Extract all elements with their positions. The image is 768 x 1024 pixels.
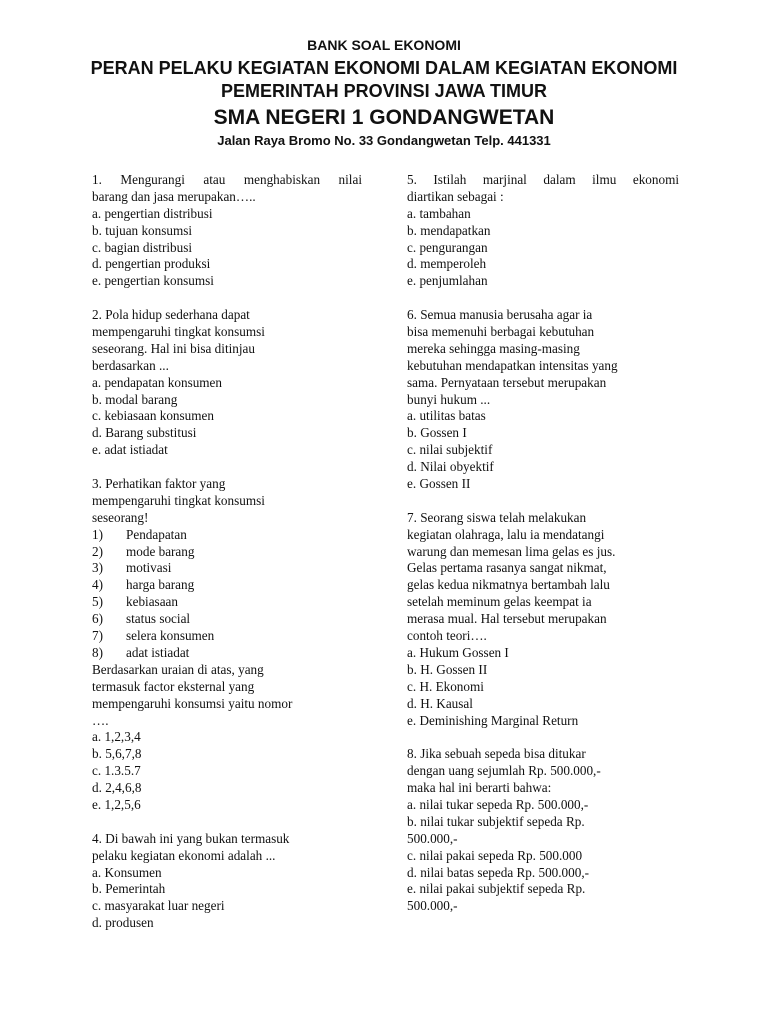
factor-text: selera konsumen — [126, 628, 215, 644]
factor-number: 5) — [92, 594, 103, 610]
answer-option: b. mendapatkan — [407, 222, 491, 238]
question-text-line: 7. Seorang siswa telah melakukan — [407, 509, 587, 525]
answer-option: a. pendapatan konsumen — [92, 374, 223, 390]
question-text-line: 3. Perhatikan faktor yang — [92, 476, 226, 492]
question-text-line: kebutuhan mendapatkan intensitas yang — [407, 357, 618, 373]
answer-option: c. kebiasaan konsumen — [92, 408, 214, 424]
answer-option: d. Barang substitusi — [92, 425, 197, 441]
factor-item — [92, 594, 362, 611]
question-text-line: gelas kedua nikmatnya bertambah lalu — [407, 577, 610, 593]
answer-option: c. bagian distribusi — [92, 239, 192, 255]
question-text-line: setelah meminum gelas keempat ia — [407, 594, 592, 610]
question-text-line: 5. Istilah marjinal dalam ilmu ekonomi — [407, 172, 679, 187]
question-text-line: bisa memenuhi berbagai kebutuhan — [407, 324, 595, 340]
answer-option: a. tambahan — [407, 205, 471, 221]
question-5 — [407, 172, 679, 290]
factor-item — [92, 527, 362, 544]
question-4 — [92, 831, 362, 932]
answer-option: b. nilai tukar subjektif sepeda Rp. — [407, 813, 585, 829]
factor-text: motivasi — [126, 560, 172, 576]
question-text-line: contoh teori…. — [407, 628, 487, 644]
answer-option: a. 1,2,3,4 — [92, 729, 141, 745]
answer-option: b. tujuan konsumsi — [92, 222, 193, 238]
question-text-line: termasuk factor eksternal yang — [92, 678, 255, 694]
answer-option: 500.000,- — [407, 830, 458, 846]
question-text-line: Berdasarkan uraian di atas, yang — [92, 661, 264, 677]
answer-option: c. nilai pakai sepeda Rp. 500.000 — [407, 847, 583, 863]
topic-title-line1: PERAN PELAKU KEGIATAN EKONOMI DALAM KEGIATAN EKONOMI — [90, 58, 678, 78]
answer-option: e. adat istiadat — [92, 442, 168, 458]
factor-text: adat istiadat — [126, 644, 190, 660]
answer-option: c. nilai subjektif — [407, 442, 493, 458]
bank-soal-title: BANK SOAL EKONOMI — [307, 37, 461, 53]
factor-text: kebiasaan — [126, 594, 178, 610]
answer-option: d. Nilai obyektif — [407, 459, 494, 475]
question-2 — [92, 307, 362, 459]
question-text-line: mempengaruhi tingkat konsumsi — [92, 492, 265, 508]
factor-number: 1) — [92, 526, 103, 542]
question-text-line: dengan uang sejumlah Rp. 500.000,- — [407, 763, 601, 779]
answer-option: e. 1,2,5,6 — [92, 796, 141, 812]
answer-option: e. Deminishing Marginal Return — [407, 712, 579, 728]
answer-option: c. H. Ekonomi — [407, 678, 484, 694]
question-text-line: seseorang. Hal ini bisa ditinjau — [92, 340, 255, 356]
answer-option: d. produsen — [92, 915, 154, 931]
question-text-line: barang dan jasa merupakan….. — [92, 188, 256, 204]
question-text-line: bunyi hukum ... — [407, 391, 491, 407]
question-text-line: mereka sehingga masing-masing — [407, 340, 580, 356]
question-text-line: merasa mual. Hal tersebut merupakan — [407, 611, 607, 627]
answer-option: b. Pemerintah — [92, 881, 166, 897]
question-text-line: 6. Semua manusia berusaha agar ia — [407, 307, 593, 323]
question-text-line: Gelas pertama rasanya sangat nikmat, — [407, 560, 607, 576]
answer-option: b. H. Gossen II — [407, 661, 488, 677]
question-text-line: mempengaruhi tingkat konsumsi — [92, 324, 265, 340]
question-text-line: 2. Pola hidup sederhana dapat — [92, 307, 250, 323]
answer-option: d. nilai batas sepeda Rp. 500.000,- — [407, 864, 590, 880]
factor-number: 4) — [92, 577, 103, 593]
factor-item — [92, 611, 362, 628]
factor-text: Pendapatan — [126, 526, 187, 542]
answer-option: e. pengertian konsumsi — [92, 273, 214, 289]
question-text-line: kegiatan olahraga, lalu ia mendatangi — [407, 526, 605, 542]
answer-option: e. nilai pakai subjektif sepeda Rp. — [407, 881, 586, 897]
answer-option: b. Gossen I — [407, 425, 467, 441]
question-text-line: berdasarkan ... — [92, 357, 169, 373]
answer-option: d. memperoleh — [407, 256, 487, 272]
factor-item — [92, 628, 362, 645]
question-text-line: …. — [92, 712, 109, 728]
answer-option: a. pengertian distribusi — [92, 205, 213, 221]
answer-option: b. 5,6,7,8 — [92, 746, 142, 762]
question-text-line: maka hal ini berarti bahwa: — [407, 780, 552, 796]
answer-option: a. Hukum Gossen I — [407, 644, 509, 660]
question-7 — [407, 510, 679, 730]
factor-number: 6) — [92, 611, 103, 627]
question-text-line: pelaku kegiatan ekonomi adalah ... — [92, 847, 276, 863]
answer-option: c. pengurangan — [407, 239, 488, 255]
factor-number: 3) — [92, 560, 103, 576]
question-text-line: sama. Pernyataan tersebut merupakan — [407, 374, 607, 390]
question-6 — [407, 307, 679, 493]
factor-text: mode barang — [126, 543, 195, 559]
right-column — [407, 172, 679, 932]
factor-text: harga barang — [126, 577, 195, 593]
factor-item — [92, 577, 362, 594]
question-text-line: 4. Di bawah ini yang bukan termasuk — [92, 830, 290, 846]
answer-option: a. Konsumen — [92, 864, 162, 880]
answer-option: d. H. Kausal — [407, 695, 473, 711]
answer-option: d. pengertian produksi — [92, 256, 211, 272]
answer-option: a. utilitas batas — [407, 408, 486, 424]
factor-text: status social — [126, 611, 191, 627]
question-8 — [407, 746, 679, 915]
answer-option: b. modal barang — [92, 391, 178, 407]
question-3 — [92, 476, 362, 814]
question-text-line: warung dan memesan lima gelas es jus. — [407, 543, 616, 559]
factor-item — [92, 560, 362, 577]
factor-number: 7) — [92, 628, 103, 644]
question-text-line: mempengaruhi konsumsi yaitu nomor — [92, 695, 293, 711]
answer-option: d. 2,4,6,8 — [92, 780, 142, 796]
question-text-line: diartikan sebagai : — [407, 188, 504, 204]
topic-title-line2: PEMERINTAH PROVINSI JAWA TIMUR — [220, 81, 548, 101]
answer-option: c. masyarakat luar negeri — [92, 898, 225, 914]
factor-number: 2) — [92, 543, 103, 559]
question-text-line: 8. Jika sebuah sepeda bisa ditukar — [407, 746, 586, 762]
answer-option: e. penjumlahan — [407, 273, 488, 289]
factor-number: 8) — [92, 644, 103, 660]
school-name: SMA NEGERI 1 GONDANGWETAN — [213, 106, 555, 129]
question-1 — [92, 172, 362, 290]
factor-item — [92, 544, 362, 561]
question-text-line: 1. Mengurangi atau menghabiskan nilai — [92, 172, 362, 187]
answer-option: a. nilai tukar sepeda Rp. 500.000,- — [407, 796, 589, 812]
left-column — [92, 172, 362, 949]
answer-option: e. Gossen II — [407, 476, 471, 492]
factor-item — [92, 645, 362, 662]
answer-option: c. 1.3.5.7 — [92, 763, 141, 779]
question-text-line: seseorang! — [92, 509, 149, 525]
answer-option: 500.000,- — [407, 898, 458, 914]
school-address: Jalan Raya Bromo No. 33 Gondangwetan Telp. 441331 — [217, 133, 551, 148]
